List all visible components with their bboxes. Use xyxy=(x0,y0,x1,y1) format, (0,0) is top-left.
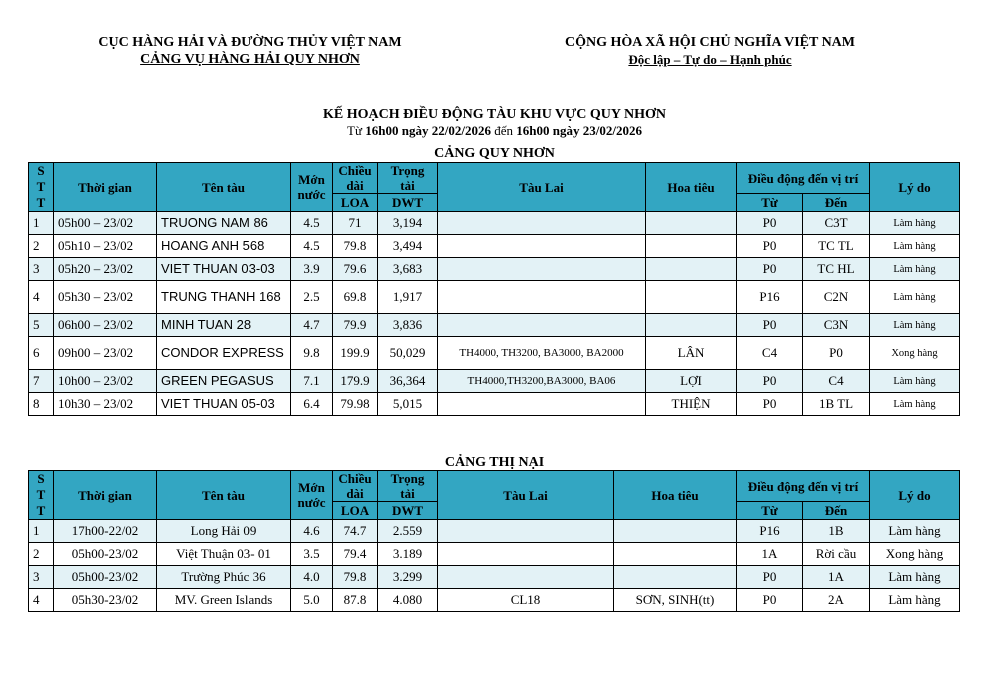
table-row xyxy=(29,393,960,416)
thi-nai-rows xyxy=(29,520,960,612)
cell-reason: Xong hàng xyxy=(870,543,960,566)
cell-reason: Làm hàng xyxy=(870,393,960,416)
cell-pilot xyxy=(646,314,737,337)
cell-to: C4 xyxy=(803,370,870,393)
cell-to: C2N xyxy=(803,281,870,314)
port-authority-name: CẢNG VỤ HÀNG HẢI QUY NHƠN xyxy=(140,52,360,67)
cell-time: 05h10 – 23/02 xyxy=(54,235,157,258)
cell-time: 05h20 – 23/02 xyxy=(54,258,157,281)
cell-to: C3T xyxy=(803,212,870,235)
cell-time: 10h30 – 23/02 xyxy=(54,393,157,416)
cell-tug xyxy=(438,566,614,589)
cell-time: 05h00-23/02 xyxy=(54,566,157,589)
subtitle-from: Từ xyxy=(347,123,366,138)
col-to: Đến xyxy=(803,502,870,520)
cell-ship: HOANG ANH 568 xyxy=(157,235,291,258)
cell-loa: 79.4 xyxy=(333,543,378,566)
col-length: Chiều dài xyxy=(333,163,378,194)
cell-tug xyxy=(438,281,646,314)
quy-nhon-rows xyxy=(29,212,960,416)
subtitle-to: đến xyxy=(490,123,517,138)
cell-time: 05h30-23/02 xyxy=(54,589,157,612)
cell-pilot xyxy=(646,212,737,235)
cell-to: 1B TL xyxy=(803,393,870,416)
subtitle-to-time: 16h00 ngày 23/02/2026 xyxy=(516,123,642,138)
cell-stt: 1 xyxy=(29,520,54,543)
col-loa: LOA xyxy=(333,502,378,520)
col-from: Từ xyxy=(737,502,803,520)
cell-to: P0 xyxy=(803,337,870,370)
cell-dwt: 36,364 xyxy=(378,370,438,393)
cell-tug xyxy=(438,258,646,281)
section-title-quy-nhon: CẢNG QUY NHƠN xyxy=(434,146,555,161)
cell-draft: 5.0 xyxy=(291,589,333,612)
col-to: Đến xyxy=(803,194,870,212)
cell-loa: 79.98 xyxy=(333,393,378,416)
section-title-thi-nai: CẢNG THỊ NẠI xyxy=(444,455,545,470)
cell-from: P0 xyxy=(737,258,803,281)
cell-ship: Long Hải 09 xyxy=(157,520,291,543)
cell-stt: 6 xyxy=(29,337,54,370)
cell-pilot: THIỆN xyxy=(646,393,737,416)
cell-dwt: 3,494 xyxy=(378,235,438,258)
cell-pilot: LÂN xyxy=(646,337,737,370)
cell-dwt: 2.559 xyxy=(378,520,438,543)
col-ship: Tên tàu xyxy=(157,471,291,520)
cell-ship: VIET THUAN 05-03 xyxy=(157,393,291,416)
cell-to: C3N xyxy=(803,314,870,337)
cell-to: TC TL xyxy=(803,235,870,258)
col-move-group: Điều động đến vị trí xyxy=(737,163,870,194)
cell-time: 05h00 – 23/02 xyxy=(54,212,157,235)
col-ship: Tên tàu xyxy=(157,163,291,212)
cell-time: 09h00 – 23/02 xyxy=(54,337,157,370)
col-stt: S T T xyxy=(29,471,54,520)
col-draft: Mớn nước xyxy=(291,471,333,520)
cell-pilot xyxy=(614,566,737,589)
col-tug: Tàu Lai xyxy=(438,163,646,212)
cell-to: 2A xyxy=(803,589,870,612)
cell-dwt: 3.299 xyxy=(378,566,438,589)
cell-from: P0 xyxy=(737,370,803,393)
cell-from: P0 xyxy=(737,314,803,337)
cell-loa: 79.9 xyxy=(333,314,378,337)
cell-time: 05h00-23/02 xyxy=(54,543,157,566)
cell-reason: Làm hàng xyxy=(870,370,960,393)
quy-nhon-schedule-table xyxy=(28,162,960,416)
table-row xyxy=(29,370,960,393)
subtitle-from-time: 16h00 ngày 22/02/2026 xyxy=(365,123,491,138)
cell-dwt: 5,015 xyxy=(378,393,438,416)
cell-loa: 87.8 xyxy=(333,589,378,612)
table-row xyxy=(29,543,960,566)
cell-to: TC HL xyxy=(803,258,870,281)
cell-dwt: 1,917 xyxy=(378,281,438,314)
cell-draft: 6.4 xyxy=(291,393,333,416)
cell-ship: GREEN PEGASUS xyxy=(157,370,291,393)
cell-stt: 2 xyxy=(29,235,54,258)
cell-pilot: SƠN, SINH(tt) xyxy=(614,589,737,612)
cell-dwt: 50,029 xyxy=(378,337,438,370)
cell-loa: 79.8 xyxy=(333,566,378,589)
col-tonnage: Trọng tải xyxy=(378,471,438,502)
cell-reason: Làm hàng xyxy=(870,258,960,281)
col-time: Thời gian xyxy=(54,163,157,212)
cell-dwt: 3,683 xyxy=(378,258,438,281)
agency-name: CỤC HÀNG HẢI VÀ ĐƯỜNG THỦY VIỆT NAM xyxy=(98,35,402,50)
cell-tug: TH4000, TH3200, BA3000, BA2000 xyxy=(438,337,646,370)
cell-draft: 4.6 xyxy=(291,520,333,543)
cell-draft: 9.8 xyxy=(291,337,333,370)
col-loa: LOA xyxy=(333,194,378,212)
cell-tug xyxy=(438,393,646,416)
cell-stt: 3 xyxy=(29,566,54,589)
cell-to: 1B xyxy=(803,520,870,543)
cell-draft: 3.9 xyxy=(291,258,333,281)
cell-reason: Làm hàng xyxy=(870,566,960,589)
table-row xyxy=(29,212,960,235)
cell-draft: 3.5 xyxy=(291,543,333,566)
cell-loa: 179.9 xyxy=(333,370,378,393)
cell-stt: 1 xyxy=(29,212,54,235)
cell-from: P0 xyxy=(737,566,803,589)
table-row xyxy=(29,235,960,258)
cell-reason: Làm hàng xyxy=(870,314,960,337)
national-motto: Độc lập – Tự do – Hạnh phúc xyxy=(628,52,792,67)
cell-ship: Trường Phúc 36 xyxy=(157,566,291,589)
cell-ship: Việt Thuận 03- 01 xyxy=(157,543,291,566)
cell-to: Rời cầu xyxy=(803,543,870,566)
cell-from: P0 xyxy=(737,212,803,235)
table-row xyxy=(29,520,960,543)
cell-loa: 79.8 xyxy=(333,235,378,258)
cell-loa: 199.9 xyxy=(333,337,378,370)
col-pilot: Hoa tiêu xyxy=(614,471,737,520)
col-pilot: Hoa tiêu xyxy=(646,163,737,212)
col-stt: S T T xyxy=(29,163,54,212)
cell-from: P0 xyxy=(737,235,803,258)
col-dwt: DWT xyxy=(378,502,438,520)
cell-reason: Làm hàng xyxy=(870,589,960,612)
cell-stt: 3 xyxy=(29,258,54,281)
table-row xyxy=(29,314,960,337)
col-reason: Lý do xyxy=(870,163,960,212)
table-row xyxy=(29,281,960,314)
cell-time: 05h30 – 23/02 xyxy=(54,281,157,314)
agency-header xyxy=(40,34,460,68)
country-name: CỘNG HÒA XÃ HỘI CHỦ NGHĨA VIỆT NAM xyxy=(564,35,855,50)
cell-time: 10h00 – 23/02 xyxy=(54,370,157,393)
col-dwt: DWT xyxy=(378,194,438,212)
cell-draft: 4.5 xyxy=(291,212,333,235)
cell-tug: TH4000,TH3200,BA3000, BA06 xyxy=(438,370,646,393)
cell-from: C4 xyxy=(737,337,803,370)
cell-dwt: 3,836 xyxy=(378,314,438,337)
col-tonnage: Trọng tải xyxy=(378,163,438,194)
cell-ship: TRUNG THANH 168 xyxy=(157,281,291,314)
cell-tug: CL18 xyxy=(438,589,614,612)
cell-to: 1A xyxy=(803,566,870,589)
col-tug: Tàu Lai xyxy=(438,471,614,520)
col-time: Thời gian xyxy=(54,471,157,520)
cell-tug xyxy=(438,543,614,566)
cell-stt: 4 xyxy=(29,281,54,314)
cell-dwt: 3.189 xyxy=(378,543,438,566)
cell-stt: 7 xyxy=(29,370,54,393)
cell-dwt: 4.080 xyxy=(378,589,438,612)
cell-pilot xyxy=(646,258,737,281)
cell-pilot xyxy=(646,235,737,258)
table-row xyxy=(29,258,960,281)
thi-nai-schedule-table xyxy=(28,470,960,612)
cell-stt: 4 xyxy=(29,589,54,612)
cell-stt: 5 xyxy=(29,314,54,337)
cell-tug xyxy=(438,235,646,258)
cell-pilot xyxy=(614,543,737,566)
cell-reason: Làm hàng xyxy=(870,281,960,314)
national-header xyxy=(500,34,920,68)
cell-time: 06h00 – 23/02 xyxy=(54,314,157,337)
col-length: Chiều dài xyxy=(333,471,378,502)
table-row xyxy=(29,337,960,370)
cell-reason: Làm hàng xyxy=(870,520,960,543)
cell-reason: Xong hàng xyxy=(870,337,960,370)
cell-draft: 4.7 xyxy=(291,314,333,337)
cell-from: 1A xyxy=(737,543,803,566)
cell-loa: 74.7 xyxy=(333,520,378,543)
col-from: Từ xyxy=(737,194,803,212)
cell-ship: CONDOR EXPRESS xyxy=(157,337,291,370)
table-row xyxy=(29,589,960,612)
cell-loa: 69.8 xyxy=(333,281,378,314)
cell-draft: 2.5 xyxy=(291,281,333,314)
cell-tug xyxy=(438,212,646,235)
document-subtitle xyxy=(0,123,989,139)
cell-stt: 8 xyxy=(29,393,54,416)
cell-loa: 79.6 xyxy=(333,258,378,281)
cell-pilot xyxy=(646,281,737,314)
cell-draft: 7.1 xyxy=(291,370,333,393)
cell-tug xyxy=(438,314,646,337)
table-row xyxy=(29,566,960,589)
cell-reason: Làm hàng xyxy=(870,235,960,258)
cell-pilot xyxy=(614,520,737,543)
cell-from: P0 xyxy=(737,393,803,416)
cell-from: P16 xyxy=(737,520,803,543)
cell-ship: MV. Green Islands xyxy=(157,589,291,612)
col-draft: Mớn nước xyxy=(291,163,333,212)
cell-time: 17h00-22/02 xyxy=(54,520,157,543)
cell-pilot: LỢI xyxy=(646,370,737,393)
cell-tug xyxy=(438,520,614,543)
col-reason: Lý do xyxy=(870,471,960,520)
cell-loa: 71 xyxy=(333,212,378,235)
cell-ship: VIET THUAN 03-03 xyxy=(157,258,291,281)
col-move-group: Điều động đến vị trí xyxy=(737,471,870,502)
cell-from: P16 xyxy=(737,281,803,314)
cell-draft: 4.5 xyxy=(291,235,333,258)
cell-draft: 4.0 xyxy=(291,566,333,589)
cell-from: P0 xyxy=(737,589,803,612)
document-title: KẾ HOẠCH ĐIỀU ĐỘNG TÀU KHU VỰC QUY NHƠN xyxy=(322,107,667,122)
cell-dwt: 3,194 xyxy=(378,212,438,235)
cell-reason: Làm hàng xyxy=(870,212,960,235)
cell-ship: MINH TUAN 28 xyxy=(157,314,291,337)
cell-ship: TRUONG NAM 86 xyxy=(157,212,291,235)
cell-stt: 2 xyxy=(29,543,54,566)
